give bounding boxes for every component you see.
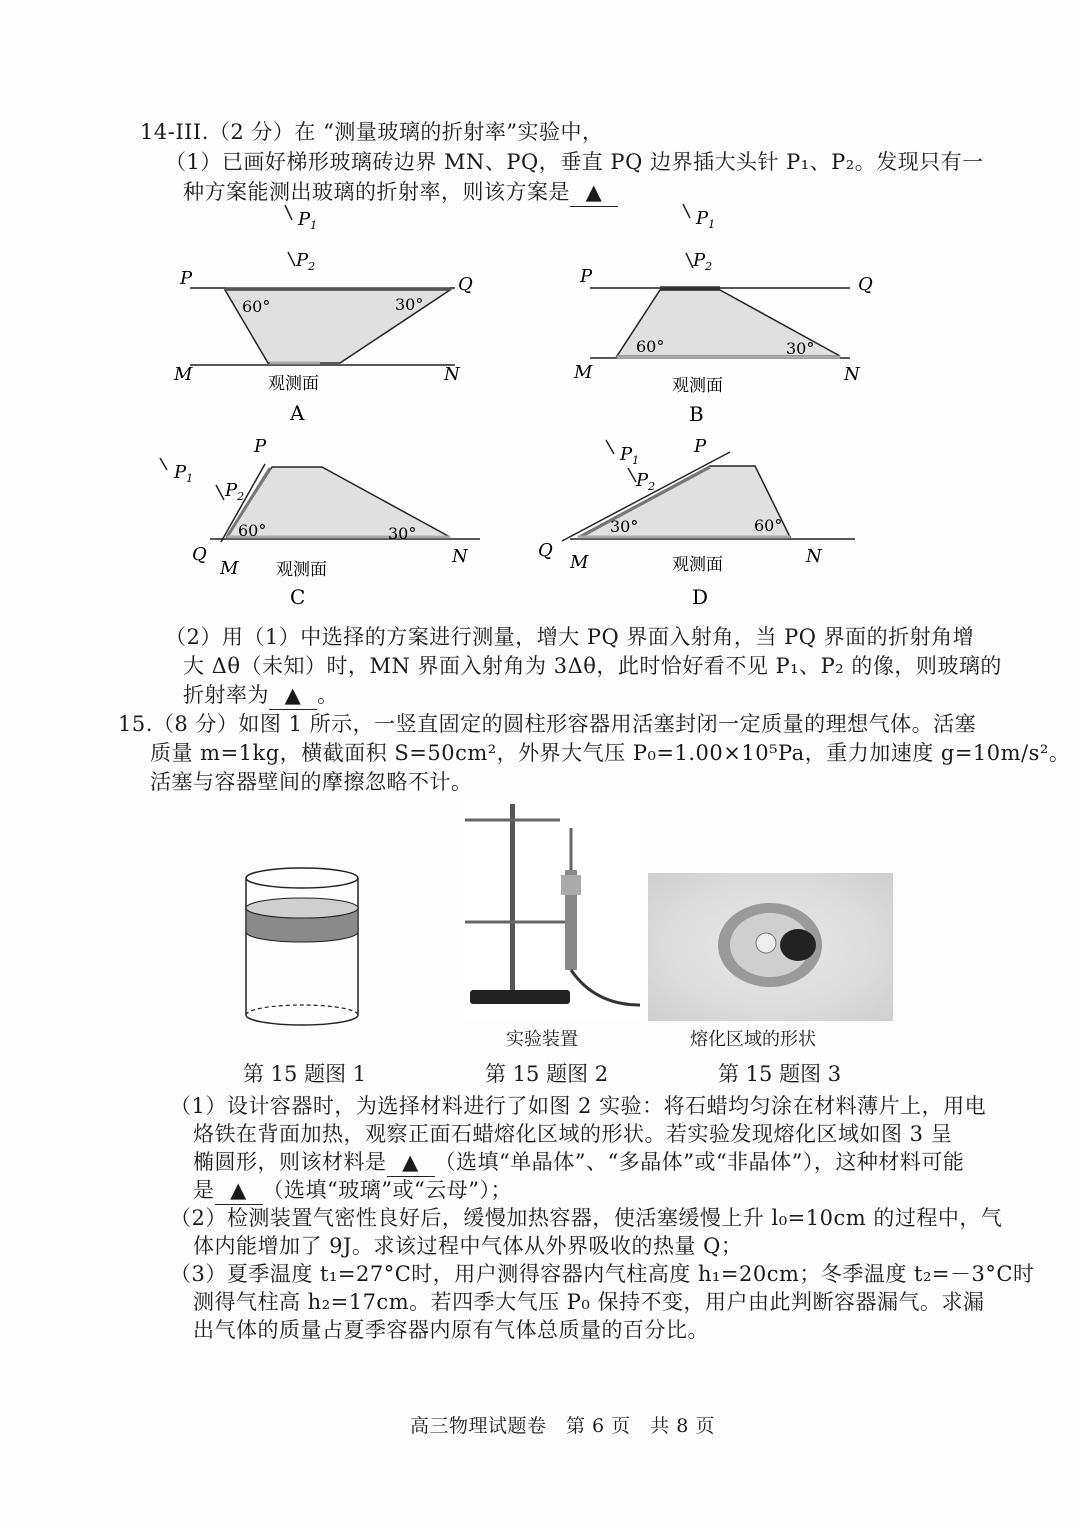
c-p2-label: $P_2$ [225, 480, 245, 503]
fig1-caption: 第 15 题图 1 [243, 1062, 367, 1086]
q15-sub3-line2: 测得气柱高 h₂=17cm。若四季大气压 P₀ 保持不变，用户由此判断容器漏气。求漏 [193, 1290, 985, 1314]
refraction-diagrams [150, 200, 1000, 620]
q14-part1-line1: （1）已画好梯形玻璃砖边界 MN、PQ，垂直 PQ 边界插大头针 P₁、P₂。发现只有一 [165, 150, 984, 174]
answer-blank-3[interactable]: ▲ [387, 1148, 435, 1177]
b-m-label: M [574, 362, 593, 383]
d-m-label: M [570, 552, 589, 573]
a-caption: A [290, 401, 305, 425]
q15-sub1-line4 [193, 1176, 512, 1205]
d-p1-label: $P_1$ [620, 444, 640, 467]
d-caption: D [692, 585, 709, 609]
a-p1-label: $P_1$ [298, 209, 318, 232]
b-observe-label: 观测面 [672, 376, 723, 396]
b-p1-label: $P_1$ [696, 208, 716, 231]
apparatus-photo [465, 800, 640, 1020]
d-p-label: P [694, 436, 707, 457]
b-p2-label: $P_2$ [693, 250, 713, 273]
a-angle-60: 60° [242, 297, 271, 316]
q15-sub1-text-c: 是 [193, 1178, 215, 1202]
answer-blank-4[interactable]: ▲ [215, 1176, 263, 1205]
a-p2-label: $P_2$ [296, 250, 316, 273]
c-angle-60: 60° [238, 521, 267, 540]
d-p2-label: $P_2$ [636, 470, 656, 493]
answer-blank-2[interactable]: ▲ [269, 681, 317, 710]
b-caption: B [689, 402, 704, 426]
q14-part2-line3 [183, 681, 339, 710]
a-observe-label: 观测面 [268, 374, 319, 394]
c-m-label: M [220, 558, 239, 579]
q15-sub2-line2: 体内能增加了 9J。求该过程中气体从外界吸收的热量 Q； [193, 1234, 743, 1258]
q15-sub2-line1: （2）检测装置气密性良好后，缓慢加热容器，使活塞缓慢上升 l₀=10cm 的过程中，气 [170, 1206, 1003, 1230]
a-q-label: Q [458, 274, 473, 295]
d-q-label: Q [538, 540, 553, 561]
c-n-label: N [452, 546, 468, 567]
c-caption: C [290, 585, 306, 609]
q14-part1-text: 种方案能测出玻璃的折射率，则该方案是 [183, 180, 570, 204]
a-m-label: M [174, 364, 193, 385]
q15-sub1-line1: （1）设计容器时，为选择材料进行了如图 2 实验：将石蜡均匀涂在材料薄片上，用电 [170, 1094, 987, 1118]
page-footer: 高三物理试题卷 第 6 页 共 8 页 [410, 1415, 715, 1437]
q14-part2-end: 。 [317, 683, 339, 707]
c-q-label: Q [192, 544, 207, 565]
c-angle-30: 30° [388, 524, 417, 543]
d-angle-60: 60° [754, 516, 783, 535]
q14-part2-line2: 大 Δθ（未知）时，MN 界面入射角为 3Δθ，此时恰好看不见 P₁、P₂ 的像，则玻璃的 [183, 654, 1002, 678]
diagram-a [173, 205, 473, 425]
b-angle-60: 60° [636, 337, 665, 356]
q15-line1: 15.（8 分）如图 1 所示，一竖直固定的圆柱形容器用活塞封闭一定质量的理想气体。活塞 [118, 712, 977, 736]
b-n-label: N [844, 364, 860, 385]
melt-shape-caption: 熔化区域的形状 [690, 1029, 816, 1050]
fig3-caption: 第 15 题图 3 [718, 1062, 842, 1086]
a-n-label: N [444, 364, 460, 385]
cylinder-figure [240, 860, 365, 1035]
b-q-label: Q [858, 274, 873, 295]
b-p-label: P [580, 266, 593, 287]
a-p-label: P [180, 268, 193, 289]
d-observe-label: 观测面 [672, 555, 723, 575]
c-p-label: P [254, 436, 267, 457]
apparatus-caption: 实验装置 [506, 1029, 578, 1050]
c-observe-label: 观测面 [276, 560, 327, 580]
q15-sub1-text-b: （选填“单晶体”、“多晶体”或“非晶体”），这种材料可能 [434, 1150, 965, 1174]
d-n-label: N [806, 546, 822, 567]
diagram-c [160, 436, 480, 609]
q15-line2: 质量 m=1kg，横截面积 S=50cm²，外界大气压 P₀=1.00×10⁵Pa，重力加速度 g=10m/s²。 [150, 741, 1071, 765]
a-angle-30: 30° [395, 295, 424, 314]
fig2-caption: 第 15 题图 2 [485, 1062, 609, 1086]
q15-line3: 活塞与容器壁间的摩擦忽略不计。 [150, 770, 473, 794]
q15-sub1-line2: 烙铁在背面加热，观察正面石蜡熔化区域的形状。若实验发现熔化区域如图 3 呈 [193, 1122, 953, 1146]
q14-part2-text: 折射率为 [183, 683, 269, 707]
c-p1-label: $P_1$ [174, 462, 194, 485]
q15-sub1-text-a: 椭圆形，则该材料是 [193, 1150, 387, 1174]
diagram-d [538, 436, 855, 609]
q14-part2-line1: （2）用（1）中选择的方案进行测量，增大 PQ 界面入射角，当 PQ 界面的折射角增 [165, 625, 975, 649]
answer-blank-1[interactable]: ▲ [570, 178, 618, 207]
b-angle-30: 30° [786, 339, 815, 358]
q15-sub3-line1: （3）夏季温度 t₁=27°C时，用户测得容器内气柱高度 h₁=20cm；冬季温度 t₂=－3°C时 [170, 1262, 1035, 1286]
melt-shape-photo [648, 873, 893, 1021]
d-angle-30: 30° [610, 517, 639, 536]
diagram-b [573, 204, 873, 426]
q15-sub1-text-d: （选填“玻璃”或“云母”）； [262, 1178, 512, 1202]
q15-sub1-line3 [193, 1148, 964, 1177]
q15-sub3-line3: 出气体的质量占夏季容器内原有气体总质量的百分比。 [193, 1318, 709, 1342]
q14-header: 14-III.（2 分）在 “测量玻璃的折射率”实验中， [140, 120, 604, 144]
